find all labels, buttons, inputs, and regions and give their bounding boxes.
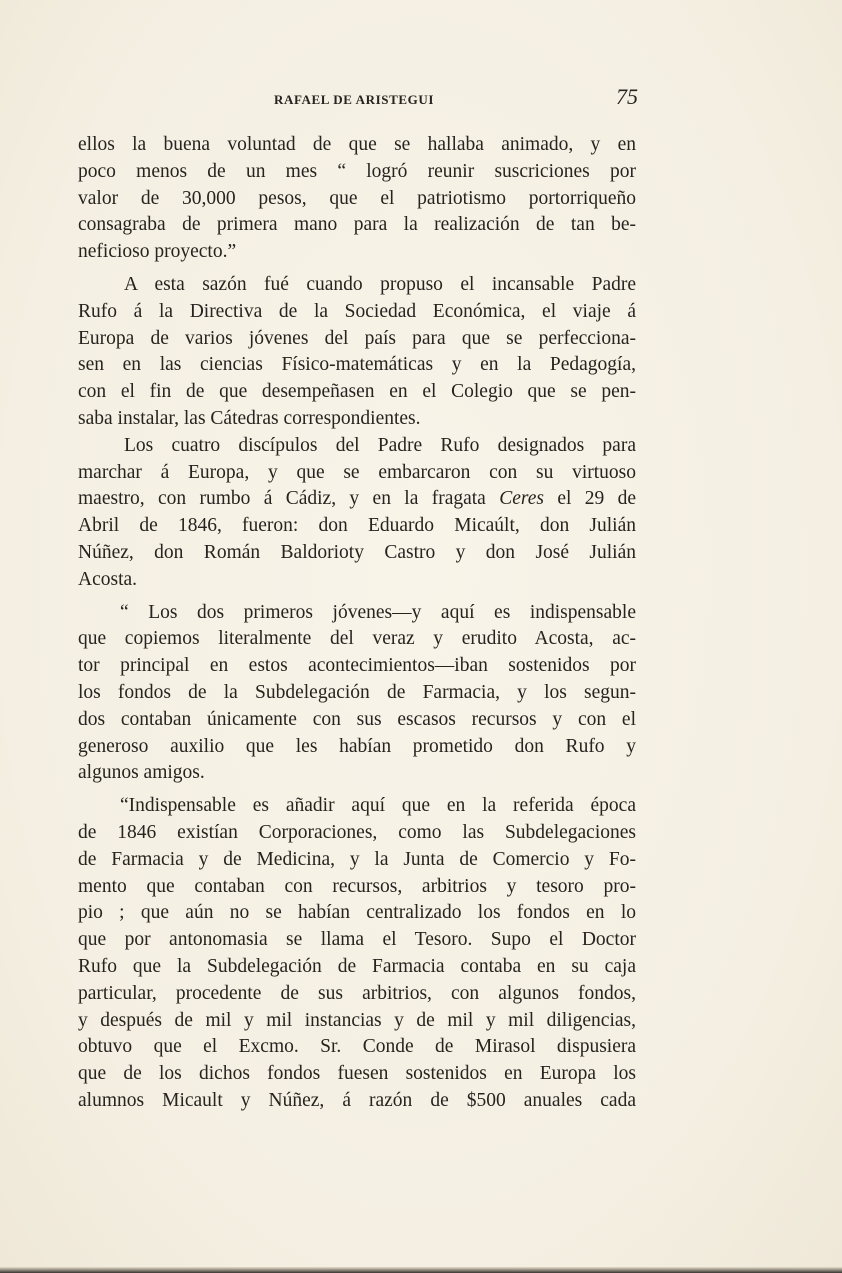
text-line: Abril de 1846, fueron: don Eduardo Micaúlt, don Julián	[78, 515, 636, 537]
text-line: marchar á Europa, y que se embarcaron con su virtuoso	[78, 461, 636, 483]
text-line: Europa de varios jóvenes del país para que se perfecciona-	[78, 327, 636, 349]
page-number: 75	[616, 84, 638, 109]
text-line: consagraba de primera mano para la realización de tan be-	[78, 214, 636, 236]
text-line: Rufo á la Directiva de la Sociedad Económica, el viaje á	[78, 300, 636, 322]
text-line: obtuvo que el Excmo. Sr. Conde de Mirasol dispusiera	[78, 1036, 636, 1058]
text-line: valor de 30,000 pesos, que el patriotismo portorriqueño	[78, 187, 636, 209]
text-line: que por antonomasia se llama el Tesoro. Supo el Doctor	[78, 929, 636, 951]
page-header	[78, 84, 638, 118]
text-line: sen en las ciencias Físico-matemáticas y en la Pedagogía,	[78, 354, 636, 376]
text-line: que copiemos literalmente del veraz y erudito Acosta, ac-	[78, 628, 636, 650]
text-line: maestro, con rumbo á Cádiz, y en la fragata Ceres el 29 de	[78, 488, 636, 510]
ship-name: Ceres	[499, 488, 544, 510]
text-line: poco menos de un mes “ logró reunir suscriciones por	[78, 160, 636, 182]
text-line: A esta sazón fué cuando propuso el incansable Padre	[124, 273, 636, 295]
paragraph	[78, 272, 636, 433]
text-line: Núñez, don Román Baldorioty Castro y don José Julián	[78, 541, 636, 563]
text-line: algunos amigos.	[78, 762, 205, 784]
page-bottom-edge	[0, 1267, 842, 1273]
text-line: Acosta.	[78, 568, 138, 590]
text-line: pio ; que aún no se habían centralizado los fondos en lo	[78, 902, 636, 924]
text-line: dos contaban únicamente con sus escasos recursos y con el	[78, 708, 636, 730]
text-line: “Indispensable es añadir aquí que en la referida época	[120, 795, 636, 817]
text-line: los fondos de la Subdelegación de Farmacia, y los segun-	[78, 681, 636, 703]
text-line: alumnos Micault y Núñez, á razón de $500 anuales cada	[78, 1089, 636, 1111]
text-line: que de los dichos fondos fuesen sostenidos en Europa los	[78, 1063, 636, 1085]
text-line: de Farmacia y de Medicina, y la Junta de Comercio y Fo-	[78, 848, 636, 870]
text-line: ellos la buena voluntad de que se hallaba animado, y en	[78, 134, 636, 155]
text-line: saba instalar, las Cátedras correspondientes.	[78, 407, 421, 429]
paragraph	[78, 600, 636, 788]
text-line: de 1846 existían Corporaciones, como las Subdelegaciones	[78, 821, 636, 843]
paragraph	[78, 433, 636, 594]
text-line: Rufo que la Subdelegación de Farmacia contaba en su caja	[78, 955, 636, 977]
text-line: mento que contaban con recursos, arbitrios y tesoro pro-	[78, 875, 636, 897]
text-line: neficioso proyecto.”	[78, 241, 237, 263]
text-line: particular, procedente de sus arbitrios, con algunos fondos,	[78, 982, 636, 1004]
text-line: Los cuatro discípulos del Padre Rufo designados para	[124, 434, 636, 456]
text-line: “ Los dos primeros jóvenes—y aquí es indispensable	[120, 601, 636, 623]
paragraph	[78, 793, 636, 1115]
text-line: con el fin de que desempeñasen en el Colegio que se pen-	[78, 381, 636, 403]
text-line: generoso auxilio que les habían prometido don Rufo y	[78, 735, 636, 757]
paragraph	[78, 132, 636, 266]
text-line: y después de mil y mil instancias y de mil y mil diligencias,	[78, 1009, 636, 1031]
body-text	[78, 132, 636, 1115]
running-head: RAFAEL DE ARISTEGUI	[274, 92, 434, 107]
text-line: tor principal en estos acontecimientos—iban sostenidos por	[78, 655, 636, 677]
